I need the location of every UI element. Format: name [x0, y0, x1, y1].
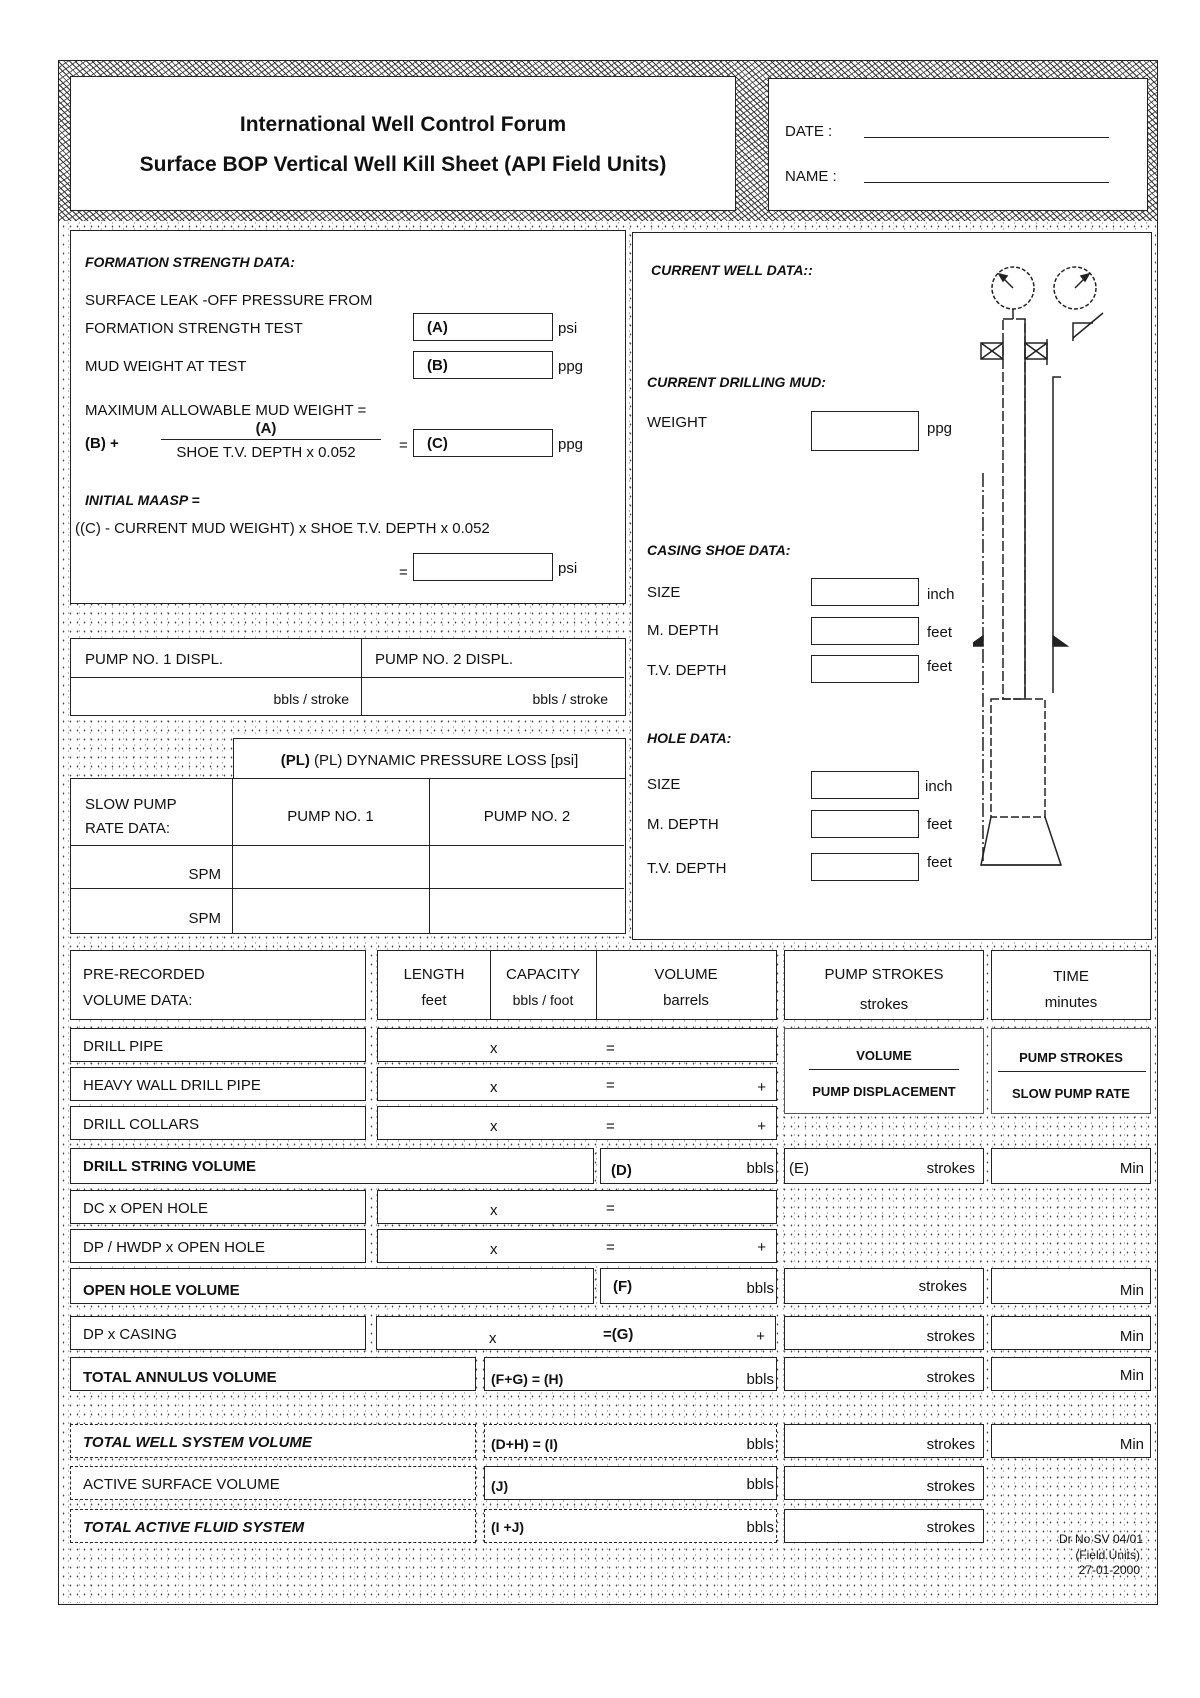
casing-tvdepth-unit: feet: [927, 658, 953, 675]
row-label-dp-open-hole: [70, 1229, 366, 1263]
bbls-unit: bbls: [746, 1436, 774, 1453]
ds-strokes-input[interactable]: [784, 1148, 984, 1184]
volume-unit: barrels: [663, 992, 709, 1009]
bbls-unit: bbls: [746, 1160, 774, 1177]
row-calc-dp-open-hole[interactable]: [377, 1229, 777, 1263]
bbls-unit: bbls: [746, 1519, 774, 1536]
dc-oh-label: DC x OPEN HOLE: [83, 1200, 209, 1217]
row-calc-dp-casing[interactable]: [376, 1316, 776, 1350]
time-formula-bar: [998, 1071, 1146, 1072]
ds-volume-label: DRILL STRING VOLUME: [83, 1158, 257, 1175]
formation-strength-section: [70, 230, 626, 604]
casing-shoe-heading: CASING SHOE DATA:: [647, 542, 791, 558]
annulus-volume-input[interactable]: [484, 1357, 777, 1391]
row-calc-hwdp[interactable]: [377, 1067, 777, 1101]
pump-displacement-section: [70, 638, 626, 716]
title-box: [70, 76, 736, 211]
strokes-unit: strokes: [926, 1436, 975, 1453]
hole-tvdepth-unit: feet: [927, 854, 953, 871]
max-mud-weight-label: MAXIMUM ALLOWABLE MUD WEIGHT =: [85, 402, 367, 419]
row-calc-drill-pipe[interactable]: [377, 1028, 777, 1062]
plus-sign: +: [757, 1079, 766, 1096]
ij-tag: (I +J): [491, 1519, 525, 1535]
pump2-displ-unit: bbls / stroke: [532, 691, 608, 707]
b-unit: ppg: [558, 358, 584, 375]
annulus-time-input[interactable]: [991, 1357, 1151, 1391]
current-well-data-section: [632, 232, 1152, 940]
hole-size-input[interactable]: [811, 771, 919, 799]
strokes-unit: strokes: [926, 1160, 975, 1177]
pump1-displ-unit: bbls / stroke: [273, 691, 349, 707]
strokes-formula-panel: [784, 1028, 984, 1114]
well-system-strokes-input[interactable]: [784, 1424, 984, 1458]
leakoff-pressure-input[interactable]: [413, 313, 553, 341]
strokes-formula-top: VOLUME: [856, 1048, 912, 1063]
prerecorded-label-2: VOLUME DATA:: [83, 992, 193, 1009]
casing-tvdepth-input[interactable]: [811, 655, 919, 683]
hole-mdepth-input[interactable]: [811, 810, 919, 838]
dp-casing-strokes-input[interactable]: [784, 1316, 984, 1350]
date-label: DATE :: [785, 123, 833, 140]
mud-weight-at-test-input[interactable]: [413, 351, 553, 379]
capacity-unit: bbls / foot: [512, 992, 574, 1008]
active-fluid-strokes-input[interactable]: [784, 1509, 984, 1543]
equals-sign: =: [606, 1040, 615, 1057]
equals-sign: =: [606, 1239, 615, 1256]
hole-tvdepth-input[interactable]: [811, 853, 919, 881]
a-unit: psi: [558, 320, 578, 337]
spr-col-divider-2: [429, 779, 430, 933]
strokes-unit: strokes: [918, 1278, 967, 1295]
annulus-label: TOTAL ANNULUS VOLUME: [83, 1369, 277, 1386]
formation-heading: FORMATION STRENGTH DATA:: [85, 254, 295, 270]
mud-weight-at-test-label: MUD WEIGHT AT TEST: [85, 358, 247, 375]
pump1-displ-input[interactable]: [73, 679, 359, 713]
min-unit: Min: [1119, 1328, 1144, 1345]
pump1-displ-label: PUMP NO. 1 DISPL.: [85, 651, 224, 668]
header-divider-1: [490, 951, 491, 1019]
maasp-input[interactable]: [413, 553, 553, 581]
strokes-unit: strokes: [926, 1478, 975, 1495]
casing-size-input[interactable]: [811, 578, 919, 606]
row-label-annulus: [70, 1357, 476, 1391]
pump-strokes-unit: strokes: [859, 996, 909, 1013]
c-tag: (C): [427, 435, 448, 452]
e-tag: (E): [789, 1160, 809, 1177]
row-label-active-fluid: [70, 1509, 476, 1543]
formula-fraction-bar: [161, 439, 381, 440]
slow-pump-rate-table: [70, 778, 626, 934]
row-label-surface: [70, 1466, 476, 1500]
bbls-unit: bbls: [746, 1476, 774, 1493]
bbls-unit: bbls: [746, 1371, 774, 1388]
pump-strokes-heading: PUMP STROKES: [824, 966, 944, 983]
footer-doc-no: Dr No SV 04/01: [1058, 1532, 1143, 1546]
row-label-well-system: [70, 1424, 476, 1458]
x-sign: x: [490, 1202, 498, 1219]
hole-tvdepth-label: T.V. DEPTH: [647, 860, 727, 877]
leakoff-label-1: SURFACE LEAK -OFF PRESSURE FROM: [85, 292, 373, 309]
spr-row2-pump2[interactable]: [431, 890, 623, 931]
c-unit: ppg: [558, 436, 584, 453]
casing-size-unit: inch: [927, 586, 955, 603]
min-unit: Min: [1119, 1282, 1144, 1299]
b-tag: (B): [427, 357, 448, 374]
leakoff-label-2: FORMATION STRENGTH TEST: [85, 320, 303, 337]
f-tag: (F): [613, 1278, 633, 1295]
row-label-oh-volume: [70, 1268, 594, 1304]
title-line-2: Surface BOP Vertical Well Kill Sheet (API Field Units): [139, 153, 667, 176]
x-sign: x: [490, 1079, 498, 1096]
well-schematic-icon: [973, 243, 1153, 933]
pl-header-box: [233, 738, 626, 780]
max-mud-weight-input[interactable]: [413, 429, 553, 457]
well-system-time-input[interactable]: [991, 1424, 1151, 1458]
spr-row1-pump1[interactable]: [234, 847, 427, 887]
x-sign: x: [489, 1330, 497, 1347]
spr-row-rule-1: [71, 845, 624, 846]
time-formula-bottom: SLOW PUMP RATE: [1012, 1086, 1130, 1101]
equals-sign: =: [606, 1077, 615, 1094]
length-unit: feet: [421, 992, 447, 1009]
hole-data-heading: HOLE DATA:: [647, 730, 732, 746]
volume-header: VOLUME: [654, 966, 718, 983]
spr-row-rule-2: [71, 888, 624, 889]
prerecorded-label-1: PRE-RECORDED: [83, 966, 205, 983]
g-tag: =(G): [603, 1326, 634, 1343]
length-capacity-volume-header: [377, 950, 777, 1020]
pump2-displ-input[interactable]: [364, 679, 622, 713]
mud-weight-label: WEIGHT: [647, 414, 707, 431]
oh-strokes-input[interactable]: [784, 1268, 984, 1304]
row-label-drill-pipe: [70, 1028, 366, 1062]
oh-volume-input[interactable]: [600, 1268, 777, 1304]
surface-strokes-input[interactable]: [784, 1466, 984, 1500]
spr-col-divider-1: [232, 779, 233, 933]
row-label-dp-casing: [70, 1316, 366, 1350]
current-well-heading: CURRENT WELL DATA::: [651, 262, 813, 278]
surface-volume-input[interactable]: [484, 1466, 777, 1500]
row-calc-dc-open-hole[interactable]: [377, 1190, 777, 1224]
min-unit: Min: [1119, 1367, 1144, 1384]
drill-pipe-label: DRILL PIPE: [83, 1038, 164, 1055]
annulus-strokes-input[interactable]: [784, 1357, 984, 1391]
spr-label-1: SLOW PUMP: [85, 796, 177, 813]
casing-size-label: SIZE: [647, 584, 681, 601]
oh-volume-label: OPEN HOLE VOLUME: [83, 1282, 240, 1299]
plus-sign: +: [757, 1118, 766, 1135]
strokes-unit: strokes: [926, 1519, 975, 1536]
hole-mdepth-label: M. DEPTH: [647, 816, 719, 833]
collars-label: DRILL COLLARS: [83, 1116, 200, 1133]
a-tag: (A): [427, 319, 448, 336]
mud-weight-unit: ppg: [927, 420, 953, 437]
ds-time-input[interactable]: [991, 1148, 1151, 1184]
dp-casing-label: DP x CASING: [83, 1326, 177, 1343]
maasp-unit: psi: [558, 560, 578, 577]
row-label-ds-volume: [70, 1148, 594, 1184]
well-system-volume-input[interactable]: [484, 1424, 777, 1458]
row-calc-collars[interactable]: [377, 1106, 777, 1140]
spr-label-2: RATE DATA:: [85, 820, 171, 837]
ds-volume-input[interactable]: [600, 1148, 777, 1184]
active-fluid-volume-input[interactable]: [484, 1509, 777, 1543]
time-header: [991, 950, 1151, 1020]
maasp-heading: INITIAL MAASP =: [85, 492, 200, 508]
h-tag: (F+G) = (H): [491, 1371, 564, 1387]
hwdp-label: HEAVY WALL DRILL PIPE: [83, 1077, 261, 1094]
plus-sign: +: [756, 1328, 765, 1345]
dp-casing-time-input[interactable]: [991, 1316, 1151, 1350]
maasp-formula: ((C) - CURRENT MUD WEIGHT) x SHOE T.V. DEPTH x 0.052: [75, 520, 490, 537]
min-unit: Min: [1119, 1436, 1144, 1453]
hole-mdepth-unit: feet: [927, 816, 953, 833]
spr-row1-unit: SPM: [188, 866, 221, 883]
bbls-unit: bbls: [746, 1280, 774, 1297]
date-field[interactable]: [864, 137, 1109, 139]
x-sign: x: [490, 1040, 498, 1057]
casing-tvdepth-label: T.V. DEPTH: [647, 662, 727, 679]
capacity-header: CAPACITY: [506, 966, 580, 983]
surface-label: ACTIVE SURFACE VOLUME: [83, 1476, 280, 1493]
row-label-hwdp: [70, 1067, 366, 1101]
casing-mdepth-unit: feet: [927, 624, 953, 641]
title-line-1: International Well Control Forum: [239, 113, 567, 136]
well-system-label: TOTAL WELL SYSTEM VOLUME: [83, 1434, 312, 1451]
formula-numerator: (A): [255, 420, 277, 437]
equals-sign: =: [606, 1118, 615, 1135]
x-sign: x: [490, 1118, 498, 1135]
row-label-dc-open-hole: [70, 1190, 366, 1224]
current-mud-heading: CURRENT DRILLING MUD:: [647, 374, 826, 390]
prerecorded-header: [70, 950, 366, 1020]
row-label-collars: [70, 1106, 366, 1140]
strokes-unit: strokes: [926, 1328, 975, 1345]
pump2-displ-label: PUMP NO. 2 DISPL.: [375, 651, 514, 668]
footer-date: 27-01-2000: [1078, 1563, 1140, 1577]
time-formula-panel: [991, 1028, 1151, 1114]
spr-row2-pump1[interactable]: [234, 890, 427, 931]
spr-row2-unit: SPM: [188, 910, 221, 927]
formula-denominator: SHOE T.V. DEPTH x 0.052: [176, 444, 356, 461]
j-tag: (J): [491, 1478, 509, 1494]
dp-oh-label: DP / HWDP x OPEN HOLE: [83, 1239, 265, 1256]
d-tag: (D): [611, 1162, 632, 1179]
hole-size-unit: inch: [925, 778, 953, 795]
min-unit: Min: [1119, 1160, 1144, 1177]
date-name-box: [768, 78, 1148, 211]
footer-units: (Field Units): [1075, 1548, 1140, 1562]
strokes-unit: strokes: [926, 1369, 975, 1386]
mud-weight-input[interactable]: [811, 411, 919, 451]
active-fluid-label: TOTAL ACTIVE FLUID SYSTEM: [83, 1519, 305, 1536]
pump-strokes-header: [784, 950, 984, 1020]
strokes-formula-bar: [809, 1069, 959, 1070]
oh-time-input[interactable]: [991, 1268, 1151, 1304]
formula-equals: =: [399, 437, 408, 454]
length-header: LENGTH: [403, 966, 465, 983]
i-tag: (D+H) = (I): [491, 1436, 558, 1452]
time-unit: minutes: [1044, 994, 1098, 1011]
strokes-formula-bottom: PUMP DISPLACEMENT: [812, 1084, 956, 1099]
x-sign: x: [490, 1241, 498, 1258]
spr-row1-pump2[interactable]: [431, 847, 623, 887]
pump-header-rule: [71, 677, 624, 678]
spr-col-pump1: PUMP NO. 1: [287, 808, 374, 825]
name-label: NAME :: [785, 168, 837, 185]
casing-mdepth-label: M. DEPTH: [647, 622, 719, 639]
plus-sign: +: [757, 1239, 766, 1256]
maasp-equals: =: [399, 564, 408, 581]
time-formula-top: PUMP STROKES: [1019, 1050, 1123, 1065]
casing-mdepth-input[interactable]: [811, 617, 919, 645]
time-heading: TIME: [1053, 968, 1089, 985]
spr-col-pump2: PUMP NO. 2: [483, 808, 571, 825]
name-field[interactable]: [864, 182, 1109, 184]
hole-size-label: SIZE: [647, 776, 681, 793]
formula-prefix: (B) +: [85, 435, 119, 452]
pl-header: (PL) (PL) DYNAMIC PRESSURE LOSS [psi]: [280, 752, 579, 769]
pl-header-text: (PL) DYNAMIC PRESSURE LOSS [psi]: [314, 752, 579, 769]
header-divider-2: [596, 951, 597, 1019]
equals-sign: =: [606, 1200, 615, 1217]
